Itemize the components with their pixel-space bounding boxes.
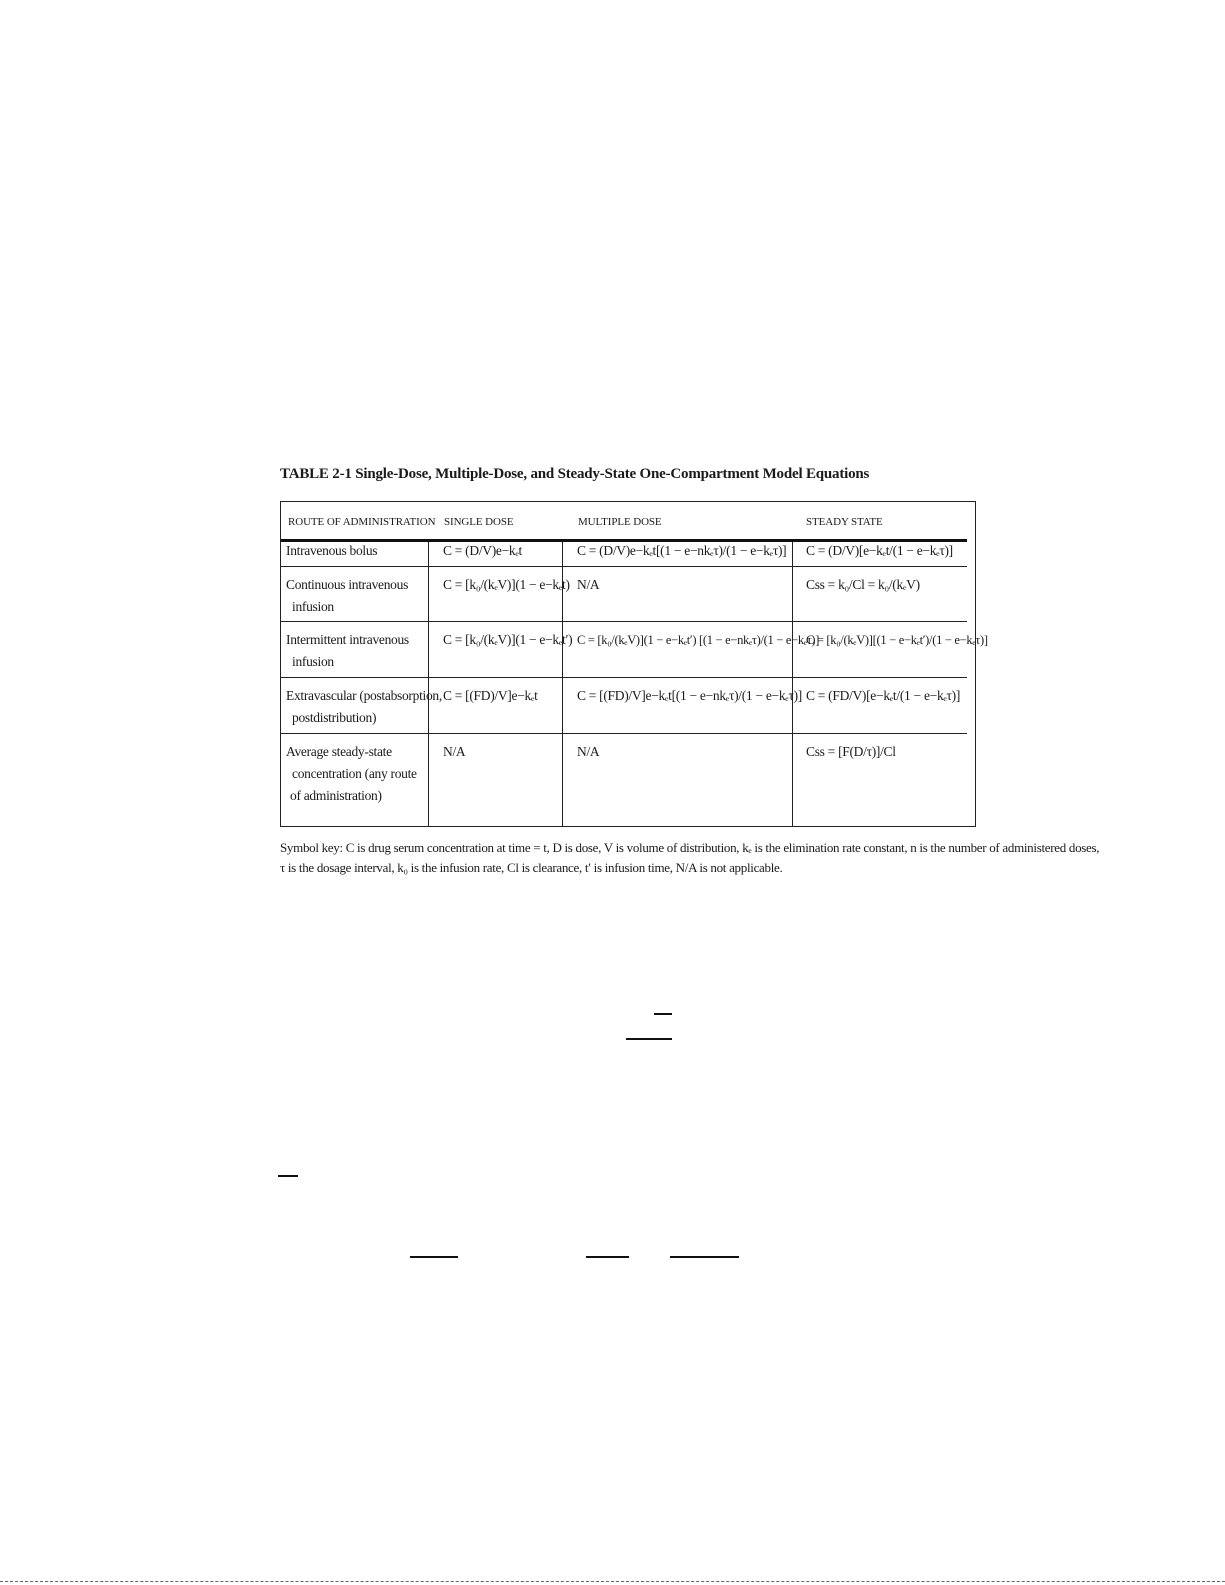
route-line: concentration (any route	[292, 766, 417, 781]
table-header-row	[281, 502, 975, 540]
route-line: Extravascular (postabsorption,	[286, 688, 442, 703]
steady-state-cell: C = (FD/V)[e−kₑt/(1 − e−kₑτ)]	[806, 688, 961, 703]
single-dose-cell: C = [k₀/(kₑV)](1 − e−kₑt)	[443, 577, 570, 592]
table-row-route	[286, 741, 417, 807]
steady-state-cell: Css = [F(D/τ)]/Cl	[806, 744, 896, 759]
multiple-dose-cell: C = [k₀/(kₑV)](1 − e−kₑt′) [(1 − e−nkₑτ)/(1 − e−kₑτ)]	[577, 633, 820, 647]
header-multiple-dose: MULTIPLE DOSE	[578, 516, 662, 528]
table-row-route	[286, 685, 442, 729]
multiple-dose-cell: C = [(FD)/V]e−kₑt[(1 − e−nkₑτ)/(1 − e−kₑτ)]	[577, 688, 802, 703]
steady-state-cell: C = [k₀/(kₑV)][(1 − e−kₑt′)/(1 − e−kₑτ)]	[806, 633, 988, 647]
route-line: Average steady-state	[286, 744, 392, 759]
route-line: infusion	[292, 654, 334, 669]
row-divider	[281, 733, 967, 734]
table-row-route	[286, 574, 408, 618]
steady-state-cell: Css = k₀/Cl = k₀/(kₑV)	[806, 577, 920, 592]
row-divider	[281, 566, 967, 567]
fraction-bar	[410, 1256, 458, 1258]
route-line: postdistribution)	[292, 710, 377, 725]
row-divider	[281, 621, 967, 622]
single-dose-cell: C = [k₀/(kₑV)](1 − e−kₑt′)	[443, 632, 573, 647]
symbol-key	[280, 838, 1100, 878]
route-line: Intravenous bolus	[286, 543, 378, 558]
fraction-bar	[586, 1256, 629, 1258]
fraction-bar	[626, 1038, 672, 1040]
multiple-dose-cell: N/A	[577, 577, 600, 592]
steady-state-cell: C = (D/V)[e−kₑt/(1 − e−kₑτ)]	[806, 543, 953, 558]
header-steady-state: STEADY STATE	[806, 516, 883, 528]
header-single-dose: SINGLE DOSE	[444, 516, 514, 528]
route-line: infusion	[292, 599, 334, 614]
single-dose-cell: C = (D/V)e−kₑt	[443, 543, 522, 558]
fraction-bar	[654, 1013, 672, 1015]
multiple-dose-cell: N/A	[577, 744, 600, 759]
table-title: TABLE 2-1 Single-Dose, Multiple-Dose, and Steady-State One-Compartment Model Equations	[280, 466, 870, 482]
header-route: ROUTE OF ADMINISTRATION	[288, 516, 436, 528]
route-line: Continuous intravenous	[286, 577, 409, 592]
route-line: of administration)	[290, 788, 382, 803]
page-bottom-rule	[0, 1581, 1225, 1582]
route-line: Intermittent intravenous	[286, 632, 409, 647]
table-row-route	[286, 629, 409, 673]
row-divider	[281, 677, 967, 678]
single-dose-cell: C = [(FD)/V]e−kₑt	[443, 688, 538, 703]
multiple-dose-cell: C = (D/V)e−kₑt[(1 − e−nkₑτ)/(1 − e−kₑτ)]	[577, 543, 787, 558]
equations-table	[280, 501, 988, 827]
symbol-key-line: Symbol key: C is drug serum concentration at time = t, D is dose, V is volume of distribution, kₑ is the elimination rate constant, n is the number of administered doses,	[280, 840, 1100, 855]
single-dose-cell: N/A	[443, 744, 466, 759]
table-row-route	[286, 540, 377, 562]
symbol-key-line: τ is the dosage interval, k₀ is the infusion rate, Cl is clearance, t′ is infusion time, N/A is not applicable.	[280, 860, 783, 875]
fraction-bar	[278, 1175, 298, 1177]
fraction-bar	[670, 1256, 739, 1258]
